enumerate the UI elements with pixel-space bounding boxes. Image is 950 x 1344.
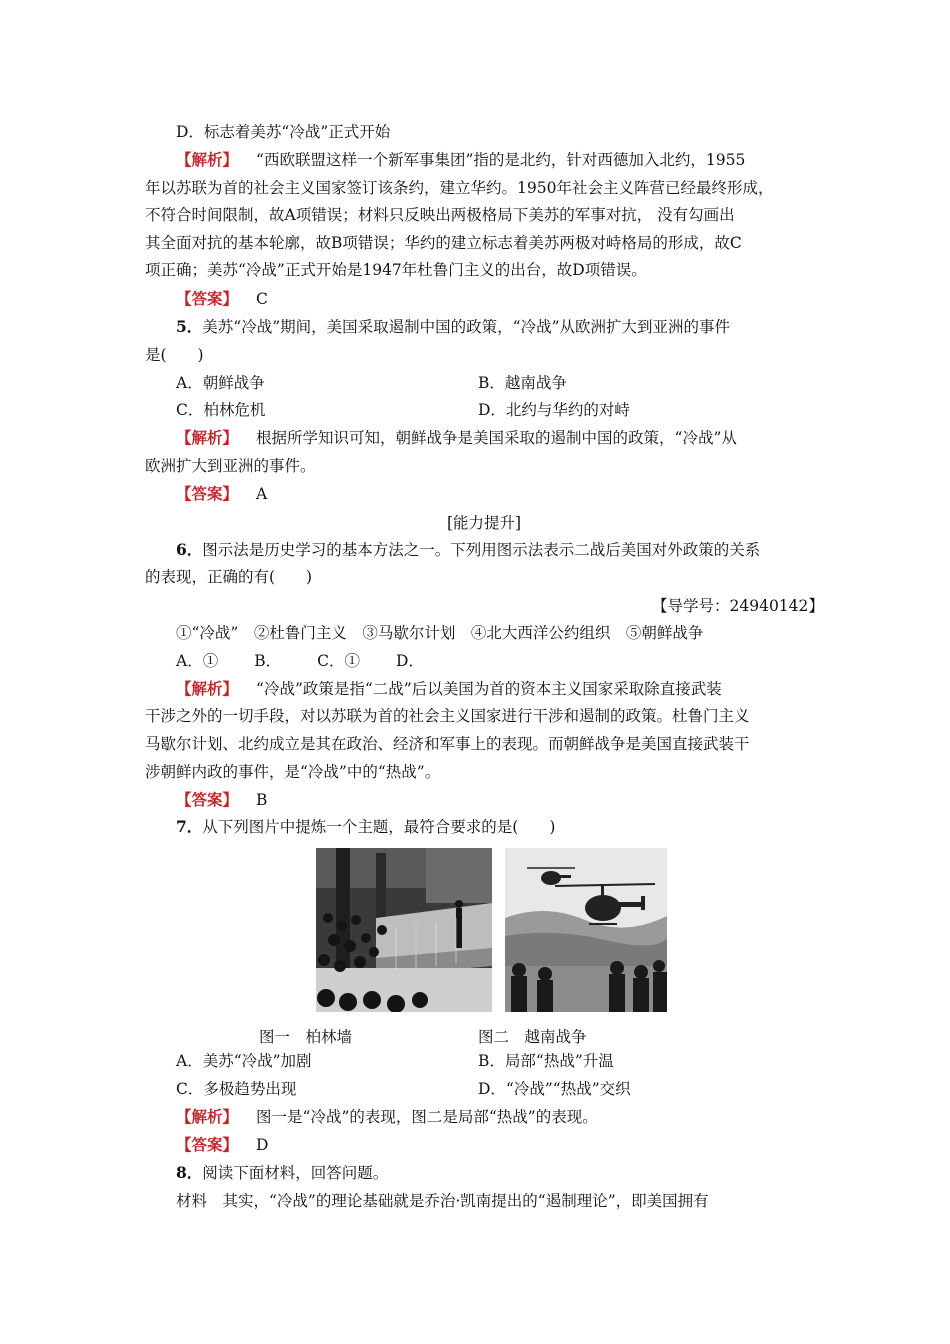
q7-stem: 7．从下列图片中提炼一个主题，最符合要求的是( )	[176, 817, 556, 836]
q6-option-a: A．①	[176, 652, 219, 670]
q5-option-c: C．柏林危机	[176, 401, 266, 419]
answer-tag: 【答案】	[176, 790, 239, 809]
q6-option-d: D．	[395, 652, 424, 670]
q6-analysis-line-1: 【解析】 “冷战”政策是指“二战”后以美国为首的资本主义国家采取除直接武装	[176, 679, 722, 698]
q6-option-b: B．	[254, 652, 282, 670]
q6-guide-number: 【导学号：24940142】	[652, 597, 824, 615]
q7-option-b: B．局部“热战”升温	[478, 1052, 614, 1070]
q5-option-d: D．北约与华约的对峙	[478, 401, 630, 419]
q4-answer: 【答案】 C	[176, 289, 268, 308]
q6-analysis-line-3: 马歇尔计划、北约成立是其在政治、经济和军事上的表现。而朝鲜战争是美国直接武装干	[145, 735, 750, 753]
q5-stem-line-2: 是( )	[145, 346, 204, 364]
q7-answer: 【答案】 D	[176, 1135, 269, 1154]
caption-figure-2: 图二 越南战争	[478, 1028, 587, 1046]
q5-answer: 【答案】 A	[176, 484, 268, 503]
vietnam-war-photo	[505, 848, 667, 1012]
q5-analysis-line-2: 欧洲扩大到亚洲的事件。	[145, 457, 316, 475]
q4-analysis-line-3: 不符合时间限制，故A项错误；材料只反映出两极格局下美苏的军事对抗， 没有勾画出	[145, 206, 735, 224]
q5-option-a: A．朝鲜战争	[176, 374, 265, 392]
q4-analysis-line-1: 【解析】 “西欧联盟这样一个新军事集团”指的是北约，针对西德加入北约，1955	[176, 150, 746, 169]
q5-option-b: B．越南战争	[478, 374, 567, 392]
q5-options-row-1	[176, 373, 265, 393]
q7-option-c: C．多极趋势出现	[176, 1080, 297, 1098]
answer-tag: 【答案】	[176, 1135, 239, 1154]
q6-items: ①“冷战” ②杜鲁门主义 ③马歇尔计划 ④北大西洋公约组织 ⑤朝鲜战争	[176, 624, 704, 642]
answer-tag: 【答案】	[176, 289, 239, 308]
q6-stem-line-1: 6．图示法是历史学习的基本方法之一。下列用图示法表示二战后美国对外政策的关系	[176, 540, 761, 559]
q7-option-a: A．美苏“冷战”加剧	[176, 1052, 312, 1070]
q7-option-d: D．“冷战”“热战”交织	[478, 1080, 631, 1098]
analysis-tag: 【解析】	[176, 1107, 239, 1126]
question-number: 6．	[176, 540, 203, 559]
q6-analysis-line-4: 涉朝鲜内政的事件，是“冷战”中的“热战”。	[145, 763, 441, 781]
analysis-tag: 【解析】	[176, 428, 239, 447]
question-number: 8．	[176, 1163, 203, 1182]
q8-material: 材料 其实，“冷战”的理论基础就是乔治·凯南提出的“遏制理论”，即美国拥有	[176, 1192, 709, 1210]
q7-analysis: 【解析】 图一是“冷战”的表现，图二是局部“热战”的表现。	[176, 1107, 598, 1126]
q5-analysis-line-1: 【解析】 根据所学知识可知，朝鲜战争是美国采取的遏制中国的政策，“冷战”从	[176, 428, 737, 447]
q5-stem-line-1: 5．美苏“冷战”期间，美国采取遏制中国的政策，“冷战”从欧洲扩大到亚洲的事件	[176, 317, 730, 336]
q6-options	[176, 651, 424, 671]
answer-tag: 【答案】	[176, 484, 239, 503]
q4-analysis-line-2: 年以苏联为首的社会主义国家签订该条约，建立华约。1950年社会主义阵营已经最终形成，	[145, 179, 774, 197]
q8-stem: 8．阅读下面材料，回答问题。	[176, 1163, 389, 1182]
q4-analysis-line-4: 其全面对抗的基本轮廓，故B项错误；华约的建立标志着美苏两极对峙格局的形成，故C	[145, 234, 742, 252]
q4-option-d: D．标志着美苏“冷战”正式开始	[176, 123, 391, 141]
q6-answer: 【答案】 B	[176, 790, 268, 809]
analysis-tag: 【解析】	[176, 679, 239, 698]
q6-analysis-line-2: 干涉之外的一切手段，对以苏联为首的社会主义国家进行干涉和遏制的政策。杜鲁门主义	[145, 707, 750, 725]
analysis-tag: 【解析】	[176, 150, 239, 169]
q4-analysis-line-5: 项正确；美苏“冷战”正式开始是1947年杜鲁门主义的出台，故D项错误。	[145, 261, 647, 279]
berlin-wall-photo	[316, 848, 492, 1012]
caption-figure-1: 图一 柏林墙	[259, 1028, 353, 1046]
q6-stem-line-2: 的表现，正确的有( )	[145, 568, 313, 586]
section-title: [能力提升]	[447, 514, 522, 532]
question-number: 7．	[176, 817, 203, 836]
q6-option-c: C．①	[317, 652, 360, 670]
question-number: 5．	[176, 317, 203, 336]
